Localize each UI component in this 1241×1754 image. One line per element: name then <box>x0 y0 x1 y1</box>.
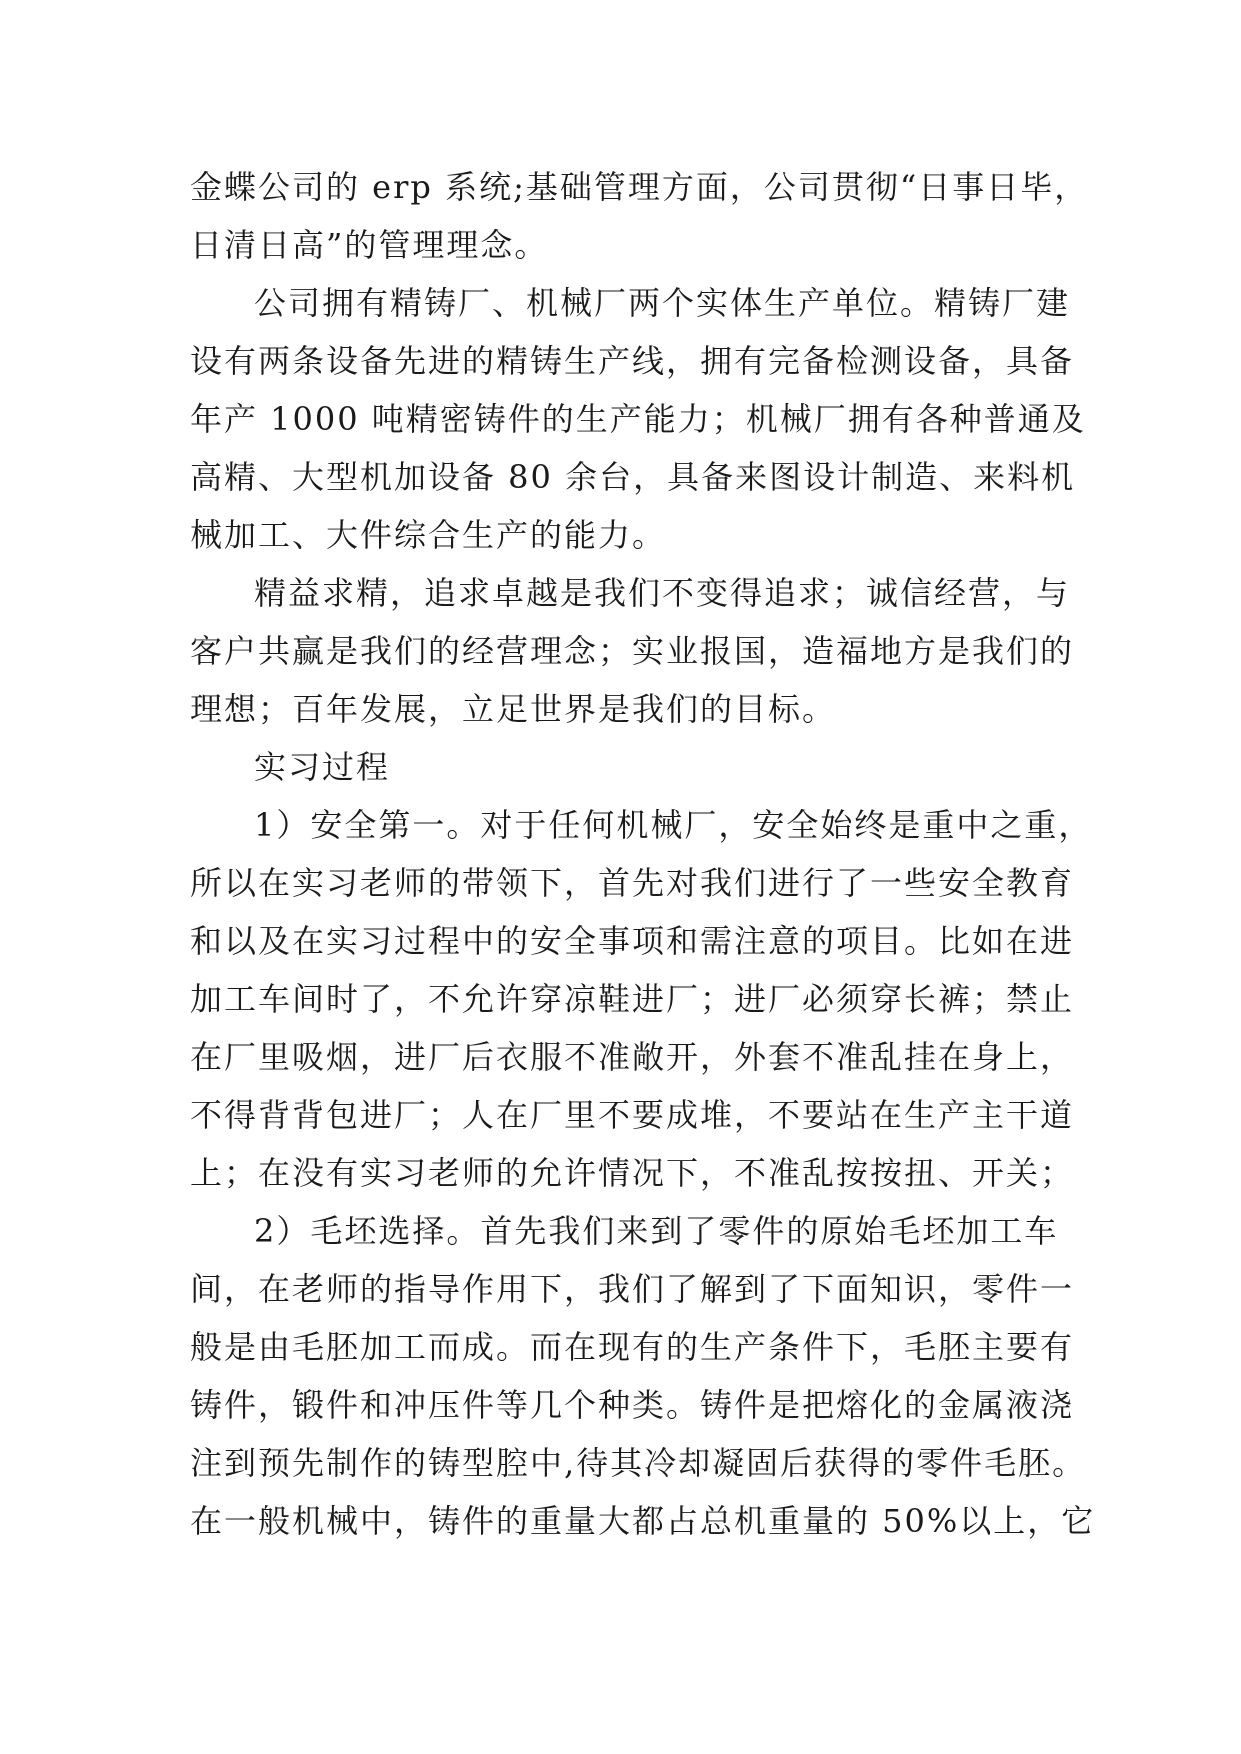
section-heading: 实习过程 <box>254 748 391 786</box>
text-line: 铸件，锻件和冲压件等几个种类。铸件是把熔化的金属液浇 <box>190 1386 1075 1424</box>
paragraph-start-line: 2）毛坯选择。首先我们来到了零件的原始毛坯加工车 <box>254 1212 1059 1250</box>
paragraph-start-line: 1）安全第一。对于任何机械厂，安全始终是重中之重， <box>254 806 1093 844</box>
text-line: 般是由毛胚加工而成。而在现有的生产条件下，毛胚主要有 <box>190 1328 1075 1366</box>
text-line: 金蝶公司的 erp 系统;基础管理方面，公司贯彻“日事日毕， <box>190 168 1089 206</box>
text-line: 设有两条设备先进的精铸生产线，拥有完备检测设备，具备 <box>190 342 1075 380</box>
text-line: 所以在实习老师的带领下，首先对我们进行了一些安全教育 <box>190 864 1075 902</box>
text-line: 在一般机械中，铸件的重量大都占总机重量的 50%以上，它 <box>190 1502 1096 1540</box>
text-line: 日清日高”的管理理念。 <box>190 226 549 264</box>
text-line: 年产 1000 吨精密铸件的生产能力；机械厂拥有各种普通及 <box>190 400 1086 438</box>
text-line: 客户共赢是我们的经营理念；实业报国，造福地方是我们的 <box>190 632 1075 670</box>
paragraph-start-line: 精益求精，追求卓越是我们不变得追求；诚信经营，与 <box>254 574 1071 612</box>
text-line: 上；在没有实习老师的允许情况下，不准乱按按扭、开关； <box>190 1154 1075 1192</box>
text-line: 不得背背包进厂；人在厂里不要成堆，不要站在生产主干道 <box>190 1096 1075 1134</box>
text-line: 理想；百年发展，立足世界是我们的目标。 <box>190 690 837 728</box>
paragraph-start-line: 公司拥有精铸厂、机械厂两个实体生产单位。精铸厂建 <box>254 284 1071 322</box>
text-line: 械加工、大件综合生产的能力。 <box>190 516 667 554</box>
text-line: 高精、大型机加设备 80 余台，具备来图设计制造、来料机 <box>190 458 1076 496</box>
text-line: 加工车间时了，不允许穿凉鞋进厂；进厂必须穿长裤；禁止 <box>190 980 1075 1018</box>
text-line: 在厂里吸烟，进厂后衣服不准敞开，外套不准乱挂在身上， <box>190 1038 1075 1076</box>
body-text <box>190 158 1096 1550</box>
text-line: 间，在老师的指导作用下，我们了解到了下面知识，零件一 <box>190 1270 1075 1308</box>
text-line: 注到预先制作的铸型腔中,待其冷却凝固后获得的零件毛胚。 <box>190 1444 1087 1482</box>
text-line: 和以及在实习过程中的安全事项和需注意的项目。比如在进 <box>190 922 1075 960</box>
